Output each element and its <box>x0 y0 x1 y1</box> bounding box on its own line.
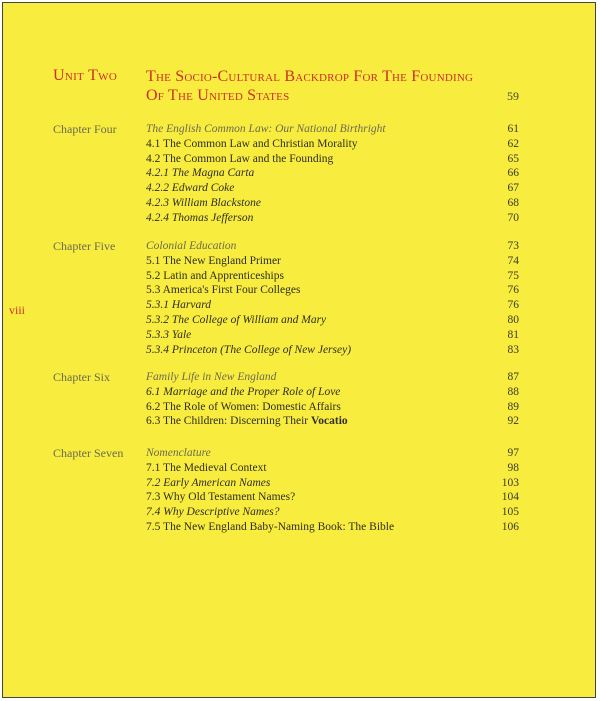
entry-title: 4.2.4 Thomas Jefferson <box>146 211 254 224</box>
toc-entry[interactable] <box>146 313 519 328</box>
chapter-entries <box>146 370 519 429</box>
toc-entry[interactable] <box>146 211 519 226</box>
entry-page: 73 <box>507 240 519 252</box>
toc-entry[interactable] <box>146 520 519 535</box>
entry-title: 6.3 The Children: Discerning Their <box>146 415 312 428</box>
chapter-label: Chapter Six <box>53 370 110 384</box>
toc-entry[interactable] <box>146 122 519 137</box>
entry-page: 81 <box>507 328 519 341</box>
page-number: viii <box>9 303 26 317</box>
toc-entry[interactable] <box>146 400 519 415</box>
entry-title: 5.3.4 Princeton (The College of New Jersey) <box>146 343 352 356</box>
entry-page: 65 <box>507 152 519 165</box>
unit-page-number: 59 <box>507 89 519 103</box>
entry-title: 4.2.3 William Blackstone <box>146 196 261 209</box>
entry-title: 5.2 Latin and Apprenticeships <box>146 269 284 282</box>
entry-page: 75 <box>507 269 519 282</box>
entry-page: 68 <box>507 196 519 209</box>
entry-page: 80 <box>507 313 519 326</box>
toc-entry[interactable] <box>146 152 519 167</box>
toc-page <box>2 2 596 698</box>
entry-page: 76 <box>507 284 519 297</box>
toc-entry[interactable] <box>146 137 519 152</box>
toc-entry[interactable] <box>146 446 519 461</box>
entry-title: 4.2.1 The Magna Carta <box>146 167 255 180</box>
toc-entry[interactable] <box>146 328 519 343</box>
entry-title-wrap <box>146 414 348 429</box>
entry-page: 105 <box>501 506 519 519</box>
entry-page: 61 <box>507 123 519 135</box>
entry-page: 74 <box>507 254 519 267</box>
entry-title: Colonial Education <box>146 240 237 252</box>
entry-title: Family Life in New England <box>146 371 277 383</box>
unit-label: Unit Two <box>53 67 118 84</box>
toc-entry[interactable] <box>146 166 519 181</box>
toc-entry[interactable] <box>146 196 519 211</box>
entry-title: 7.1 The Medieval Context <box>146 461 267 474</box>
entry-title: 4.2 The Common Law and the Founding <box>146 152 334 165</box>
chapter-entries <box>146 239 519 357</box>
entry-title: 6.1 Marriage and the Proper Role of Love <box>146 385 341 398</box>
entry-page: 98 <box>507 461 519 474</box>
entry-title: 5.3.1 Harvard <box>146 299 212 312</box>
entry-title: 6.2 The Role of Women: Domestic Affairs <box>146 400 341 413</box>
entry-page: 67 <box>507 182 519 195</box>
entry-title-emphasis: Vocatio <box>311 415 348 428</box>
entry-title: 7.5 The New England Baby-Naming Book: The Bible <box>146 520 395 533</box>
chapter-entries <box>146 122 519 226</box>
toc-entry[interactable] <box>146 269 519 284</box>
entry-title: 5.3 America's First Four Colleges <box>146 284 301 297</box>
toc-entry[interactable] <box>146 254 519 269</box>
toc-entry[interactable] <box>146 181 519 196</box>
entry-title: 5.3.2 The College of William and Mary <box>146 313 327 326</box>
toc-entry[interactable] <box>146 490 519 505</box>
toc-entry[interactable] <box>146 414 519 429</box>
entry-page: 76 <box>507 299 519 312</box>
entry-title: 7.2 Early American Names <box>146 476 271 489</box>
chapter-label: Chapter Seven <box>53 446 124 460</box>
toc-entry[interactable] <box>146 239 519 254</box>
toc-entry[interactable] <box>146 385 519 400</box>
entry-page: 66 <box>507 167 519 180</box>
entry-title: 4.1 The Common Law and Christian Morality <box>146 137 358 150</box>
chapter-label: Chapter Four <box>53 122 117 136</box>
toc-entry[interactable] <box>146 476 519 491</box>
entry-title: Nomenclature <box>146 447 211 459</box>
entry-page: 97 <box>507 447 519 459</box>
entry-page: 62 <box>507 137 519 150</box>
toc-entry[interactable] <box>146 505 519 520</box>
entry-page: 106 <box>501 520 519 533</box>
toc-entry[interactable] <box>146 283 519 298</box>
toc-entry[interactable] <box>146 298 519 313</box>
entry-page: 88 <box>507 385 519 398</box>
entry-page: 92 <box>507 415 519 428</box>
entry-page: 89 <box>507 400 519 413</box>
toc-entry[interactable] <box>146 370 519 385</box>
entry-page: 104 <box>501 491 519 504</box>
entry-title: The English Common Law: Our National Birthright <box>146 123 386 135</box>
toc-entry[interactable] <box>146 343 519 358</box>
entry-title: 7.4 Why Descriptive Names? <box>146 506 280 519</box>
entry-title: 7.3 Why Old Testament Names? <box>146 491 296 504</box>
chapter-label: Chapter Five <box>53 239 116 253</box>
entry-page: 83 <box>507 343 519 356</box>
chapter-entries <box>146 446 519 535</box>
unit-title: The Socio-Cultural Backdrop For The Founding Of The United States <box>146 68 474 104</box>
entry-page: 103 <box>501 476 519 489</box>
entry-title: 5.3.3 Yale <box>146 328 192 341</box>
entry-title: 5.1 The New England Primer <box>146 254 281 267</box>
entry-page: 70 <box>507 211 519 224</box>
toc-entry[interactable] <box>146 461 519 476</box>
entry-page: 87 <box>507 371 519 383</box>
entry-title: 4.2.2 Edward Coke <box>146 182 235 195</box>
